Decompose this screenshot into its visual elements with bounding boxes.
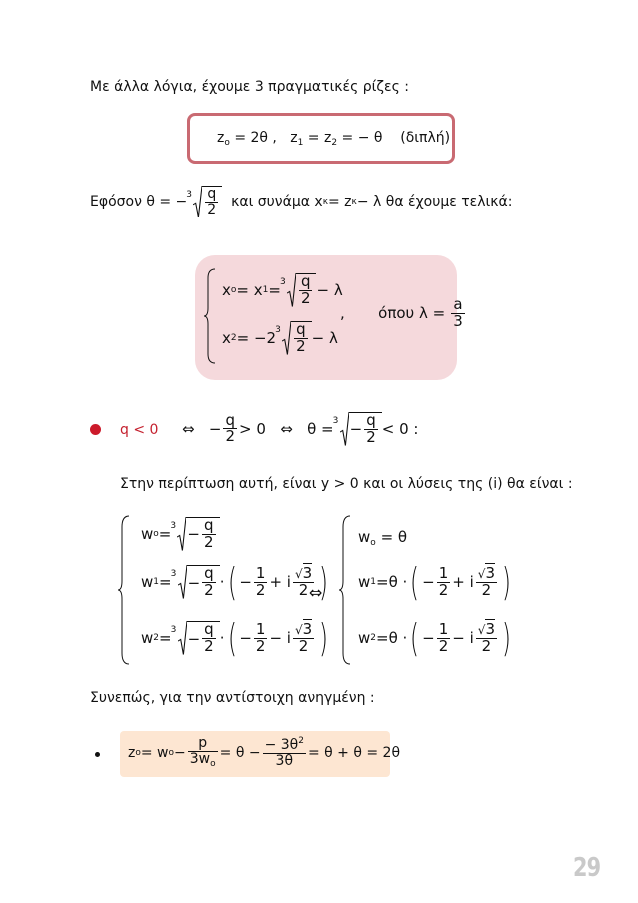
intro-line: Με άλλα λόγια, έχουμε 3 πραγματικές ρίζες : bbox=[90, 79, 409, 95]
final-intro: Συνεπώς, για την αντίστοιχη ανηγμένη : bbox=[90, 690, 375, 706]
since-line: Εφόσον θ = − 3 $\frac{q}{2}$ και συνάμα x κ = z κ − λ θα έχουμε τελικά: bbox=[90, 186, 513, 218]
w1-row: w 1 = 3 − $\frac{q}{2}$ · ( − $\frac{1}{2}$ + i $\frac{√3}{2}$ ) bbox=[141, 560, 329, 604]
final-equation: z o = w o − $\frac{p}{3w_o}$ = θ − $\frac{- 3\theta^2}{3\theta}$ = θ + θ = 2θ bbox=[128, 735, 401, 769]
left-brace bbox=[203, 268, 217, 364]
roots-equation: $z_o = 2\theta$ , $z_1 = z_2$ = − θ (διπλή) bbox=[217, 130, 451, 148]
case-expression: ⇔ − $\frac{q}{2}$ > 0 ⇔ θ = 3 − $\frac{q}{2}$ < 0 : bbox=[182, 410, 419, 446]
system-row-1: x o = x 1 = 3 $\frac{q}{2}$ − λ bbox=[222, 272, 343, 307]
system-row-2: x 2 = −2 3 $\frac{q}{2}$ − λ bbox=[222, 320, 338, 355]
case-line: Στην περίπτωση αυτή, είναι y > 0 και οι λύσεις της (i) θα είναι : bbox=[120, 476, 573, 492]
right-system-brace bbox=[338, 515, 352, 665]
w1-theta-row: w 1 = θ · ( − $\frac{1}{2}$ + i $\frac{√3}{2}$ ) bbox=[358, 560, 511, 604]
w0-row: w o = 3 − $\frac{q}{2}$ bbox=[141, 517, 220, 551]
w2-row: w 2 = 3 − $\frac{q}{2}$ · ( − $\frac{1}{2}$ − i $\frac{√3}{2}$ ) bbox=[141, 616, 329, 660]
cube-root: 3 $\frac{q}{2}$ bbox=[193, 186, 222, 217]
page-number: 29 bbox=[573, 853, 601, 883]
case-condition: q < 0 bbox=[120, 422, 159, 438]
w0-theta-row: $w_o = \theta$ bbox=[358, 528, 408, 548]
bullet-black bbox=[95, 752, 100, 757]
lambda-definition: , όπου λ = $\frac{a}{3}$ bbox=[340, 295, 463, 330]
iff-symbol: ⇔ bbox=[309, 583, 323, 602]
bullet-red bbox=[90, 424, 101, 435]
w2-theta-row: w 2 = θ · ( − $\frac{1}{2}$ − i $\frac{√3}{2}$ ) bbox=[358, 616, 511, 660]
left-brace-2 bbox=[117, 515, 131, 665]
